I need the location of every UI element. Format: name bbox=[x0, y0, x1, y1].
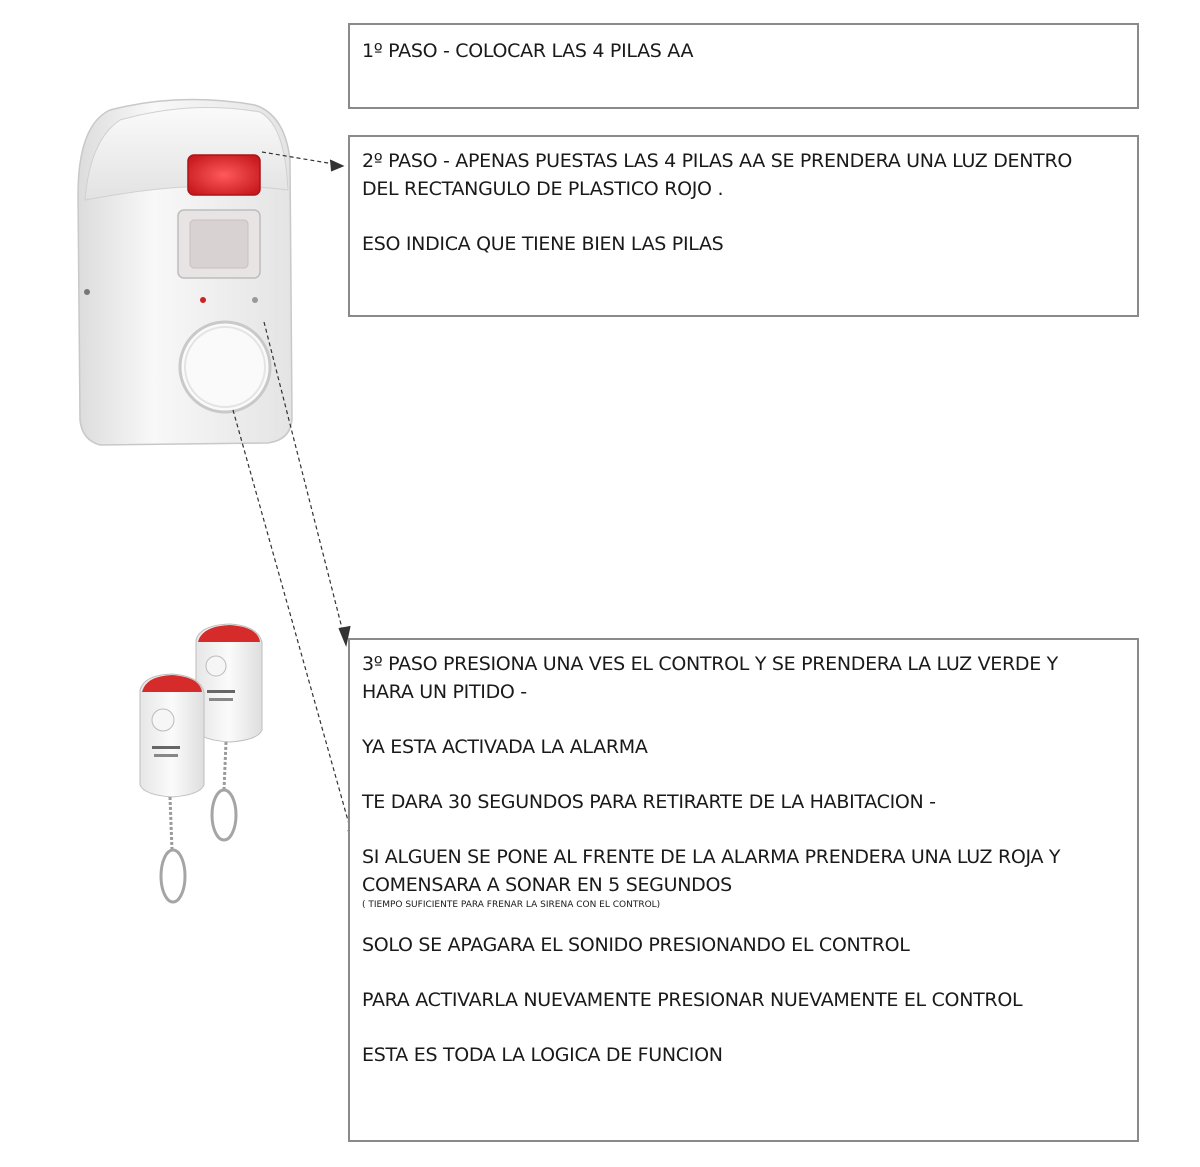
step-3-line-7: SOLO SE APAGARA EL SONIDO PRESIONANDO EL CONTROL bbox=[362, 934, 910, 956]
step-3-line-6: COMENSARA A SONAR EN 5 SEGUNDOS bbox=[362, 874, 732, 896]
step-2-line-3: ESO INDICA QUE TIENE BIEN LAS PILAS bbox=[362, 233, 724, 255]
remote-control-keychain bbox=[140, 624, 262, 902]
pir-sensor-window bbox=[178, 210, 260, 278]
step-3-box bbox=[348, 638, 1139, 1142]
red-led-window bbox=[188, 155, 260, 195]
alarm-sensor-device bbox=[78, 100, 292, 445]
step-3-line-3: YA ESTA ACTIVADA LA ALARMA bbox=[362, 736, 648, 758]
step-1-text: 1º PASO - COLOCAR LAS 4 PILAS AA bbox=[362, 40, 694, 62]
step-3-line-1: 3º PASO PRESIONA UNA VES EL CONTROL Y SE PRENDERA LA LUZ VERDE Y bbox=[362, 653, 1058, 675]
step-3-line-4: TE DARA 30 SEGUNDOS PARA RETIRARTE DE LA HABITACION - bbox=[362, 791, 936, 813]
step-3-note: ( TIEMPO SUFICIENTE PARA FRENAR LA SIRENA CON EL CONTROL) bbox=[362, 900, 661, 910]
step-3-line-5: SI ALGUEN SE PONE AL FRENTE DE LA ALARMA PRENDERA UNA LUZ ROJA Y bbox=[362, 846, 1061, 868]
step-3-line-9: ESTA ES TODA LA LOGICA DE FUNCION bbox=[362, 1044, 723, 1066]
step-2-line-1: 2º PASO - APENAS PUESTAS LAS 4 PILAS AA SE PRENDERA UNA LUZ DENTRO bbox=[362, 150, 1073, 172]
step-3-line-2: HARA UN PITIDO - bbox=[362, 681, 527, 703]
step-2-box bbox=[348, 135, 1139, 317]
speaker-button bbox=[180, 322, 270, 412]
step-1-box bbox=[348, 23, 1139, 109]
step-3-line-8: PARA ACTIVARLA NUEVAMENTE PRESIONAR NUEVAMENTE EL CONTROL bbox=[362, 989, 1023, 1011]
leader-arrows bbox=[233, 152, 358, 848]
step-2-line-2: DEL RECTANGULO DE PLASTICO ROJO . bbox=[362, 178, 724, 200]
